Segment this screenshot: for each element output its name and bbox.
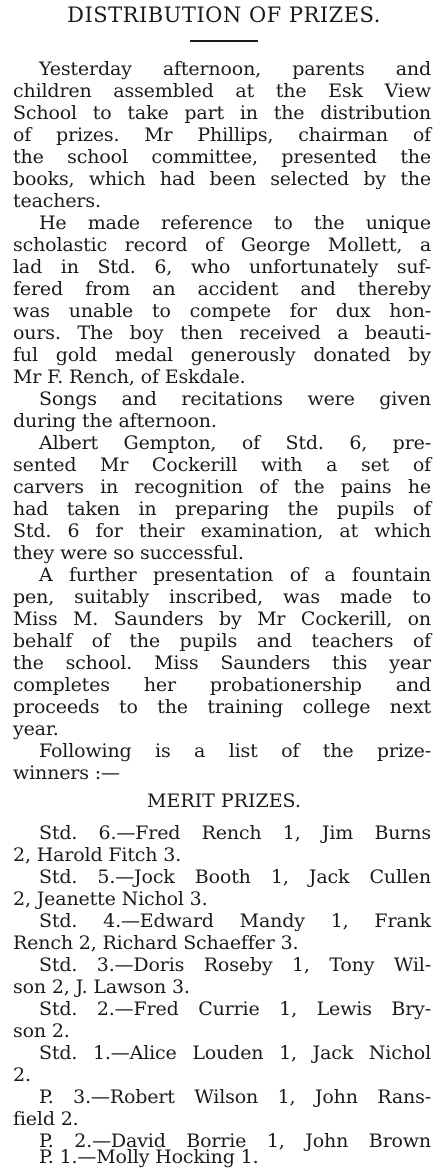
title-divider <box>190 40 258 42</box>
merit-line: P. 1.—Molly Hocking 1. <box>39 1146 259 1168</box>
text-line: had taken in preparing the pupils of <box>13 498 431 520</box>
text-line: ours. The boy then received a beauti- <box>13 322 431 344</box>
text-line: proceeds to the training college next <box>13 696 431 718</box>
text-line: Albert Gempton, of Std. 6, pre- <box>39 432 431 454</box>
text-line: ful gold medal generously donated by <box>13 344 431 366</box>
text-line: behalf of the pupils and teachers of <box>13 630 431 652</box>
merit-line: Std. 4.—Edward Mandy 1, Frank <box>39 910 431 932</box>
text-line: year. <box>13 718 59 740</box>
text-line: lad in Std. 6, who unfortunately suf- <box>13 256 431 278</box>
text-line: of prizes. Mr Phillips, chairman of <box>13 124 431 146</box>
text-line: Following is a list of the prize- <box>39 740 431 762</box>
text-line: the school. Miss Saunders this year <box>13 652 431 674</box>
merit-line: 2. <box>13 1064 31 1086</box>
text-line: School to take part in the distribution <box>13 102 431 124</box>
text-line: Miss M. Saunders by Mr Cockerill, on <box>13 608 431 630</box>
text-line: Yesterday afternoon, parents and <box>39 58 431 80</box>
merit-line: Std. 1.—Alice Louden 1, Jack Nichol <box>39 1042 431 1064</box>
text-line: pen, suitably inscribed, was made to <box>13 586 431 608</box>
merit-line: 2, Harold Fitch 3. <box>13 844 182 866</box>
merit-line: Rench 2, Richard Schaeffer 3. <box>13 932 299 954</box>
merit-line: Std. 6.—Fred Rench 1, Jim Burns <box>39 822 431 844</box>
text-line: the school committee, presented the <box>13 146 431 168</box>
merit-line: Std. 5.—Jock Booth 1, Jack Cullen <box>39 866 431 888</box>
text-line: was unable to compete for dux hon- <box>13 300 431 322</box>
text-line: books, which had been selected by the <box>13 168 431 190</box>
text-line: carvers in recognition of the pains he <box>13 476 431 498</box>
merit-line: P. 2.—David Borrie 1, John Brown <box>39 1130 431 1152</box>
text-line: Mr F. Rench, of Eskdale. <box>13 366 246 388</box>
article-title: DISTRIBUTION OF PRIZES. <box>67 3 381 27</box>
text-line: scholastic record of George Mollett, a <box>13 234 431 256</box>
text-line: they were so successful. <box>13 542 244 564</box>
text-line: during the afternoon. <box>13 410 217 432</box>
text-line: He made reference to the unique <box>39 212 431 234</box>
merit-line: Std. 2.—Fred Currie 1, Lewis Bry- <box>39 998 431 1020</box>
text-line: fered from an accident and thereby <box>13 278 431 300</box>
merit-line: P. 3.—Robert Wilson 1, John Rans- <box>39 1086 431 1108</box>
text-line: Songs and recitations were given <box>39 388 431 410</box>
merit-line: son 2. <box>13 1020 70 1042</box>
text-line: sented Mr Cockerill with a set of <box>13 454 431 476</box>
text-line: A further presentation of a fountain <box>39 564 431 586</box>
text-line: children assembled at the Esk View <box>13 80 431 102</box>
text-line: teachers. <box>13 190 101 212</box>
merit-line: Std. 3.—Doris Roseby 1, Tony Wil- <box>39 954 431 976</box>
merit-line: son 2, J. Lawson 3. <box>13 976 190 998</box>
text-line: Std. 6 for their examination, at which <box>13 520 431 542</box>
text-line: completes her probationership and <box>13 674 431 696</box>
merit-prizes-heading: MERIT PRIZES. <box>147 790 301 812</box>
merit-line: field 2. <box>13 1108 79 1130</box>
merit-line: 2, Jeanette Nichol 3. <box>13 888 208 910</box>
text-line: winners :— <box>13 762 120 784</box>
